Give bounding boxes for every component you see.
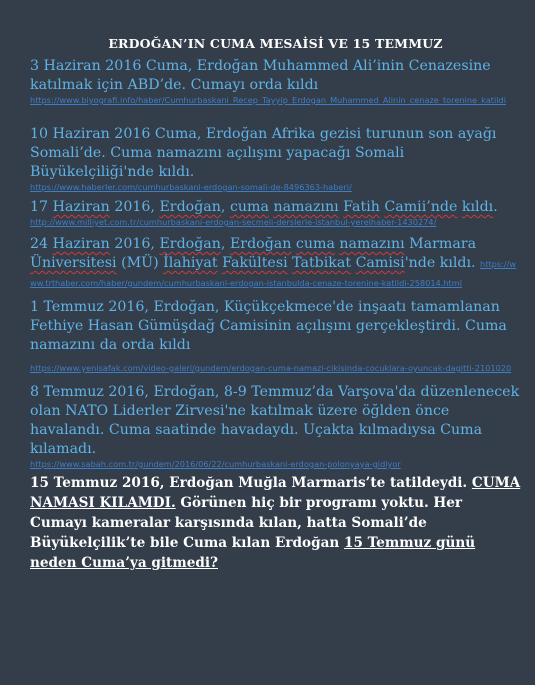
entry-july-1: [30, 298, 521, 373]
entry-july-8: [30, 383, 521, 469]
entry-text: 10 Haziran 2016 Cuma, Erdoğan Afrika gezisi turunun son ayağı Somali’de. Cuma namazını açılışını yapacağı Somali Büyükelçiliği'nde kıldı.: [30, 126, 497, 180]
entry-text: 8 Temmuz 2016, Erdoğan, 8-9 Temmuz’da Varşova'da düzenlenecek olan NATO Liderler Zirvesi'ne katılmak üzere öğlden önce havalandı. Cuma saatinde havadaydı. Uçakta kılmadıysa Cuma kılamadı.: [30, 384, 520, 457]
entry-june-3: [30, 57, 521, 105]
entry-text: 24 Haziran 2016, Erdoğan, Erdoğan cuma namazını Marmara Üniversitesi (MÜ) İlahiyat Fakültesi Tatbikat Camisi'nde kıldı. https://www.trthaber.com/haber/gundem/cumhurbaskani-erdogan-istanbulda-cenaze-torenine-katildi-258014.html: [30, 236, 517, 288]
entry-june-24: [30, 235, 521, 292]
source-link[interactable]: https://www.yenisafak.com/video-galeri/gundem/erdogan-cuma-namazi-cikisinda-cocuklara-oyuncak-dagitti-2101020: [30, 363, 512, 373]
source-link[interactable]: https://www.haberler.com/cumhurbaskani-erdogan-somali-de-8496363-haberi/: [30, 182, 352, 192]
closing-paragraph: 15 Temmuz 2016, Erdoğan Muğla Marmaris’te tatildeydi. CUMA NAMASI KILAMDI. Görünen hiç bir programı yoktu. Her Cumayı kameralar karşısında kılan, hatta Somali’de Büyükelçilik’te bile Cuma kılan Erdoğan 15 Temmuz günü neden Cuma’ya gitmedi?: [30, 475, 521, 571]
entry-text: 1 Temmuz 2016, Erdoğan, Küçükçekmece'de inşaatı tamamlanan Fethiye Hasan Gümüşdağ Camisinin açılışını gerçekleştirdi. Cuma namazını da orda kıldı: [30, 299, 507, 353]
source-link[interactable]: https://www.trthaber.com/haber/gundem/cumhurbaskani-erdogan-istanbulda-cenaze-torenine-katildi-258014.html: [30, 259, 517, 288]
emphasis-text: CUMA NAMASI KILAMDI.: [30, 475, 521, 511]
entry-june-10: [30, 125, 521, 192]
source-link[interactable]: https://www.sabah.com.tr/gundem/2016/06/22/cumhurbaskani-erdogan-polonyaya-gidiyor: [30, 459, 401, 469]
source-link[interactable]: https://www.biyografi.info/haber/Cumhurbaskani_Recep_Tayyip_Erdogan_Muhammed_Alinin_cenaze_torenine_katildi: [30, 95, 506, 105]
document-title: ERDOĞAN’IN CUMA MESAİSİ VE 15 TEMMUZ: [108, 36, 443, 51]
question-text: 15 Temmuz günü neden Cuma’ya gitmedi?: [30, 535, 476, 571]
entry-text: 17 Haziran 2016, Erdoğan, cuma namazını Fatih Camii’nde kıldı.: [30, 199, 498, 215]
entry-text: 3 Haziran 2016 Cuma, Erdoğan Muhammed Ali’inin Cenazesine katılmak için ABD’de. Cumayı orda kıldı: [30, 58, 491, 93]
entry-june-17: [30, 198, 521, 227]
source-link[interactable]: http://www.milliyet.com.tr/cumhurbaskani-erdogan-secmeli-derslerle-istanbul-yerelhaber-1430274/: [30, 217, 437, 227]
